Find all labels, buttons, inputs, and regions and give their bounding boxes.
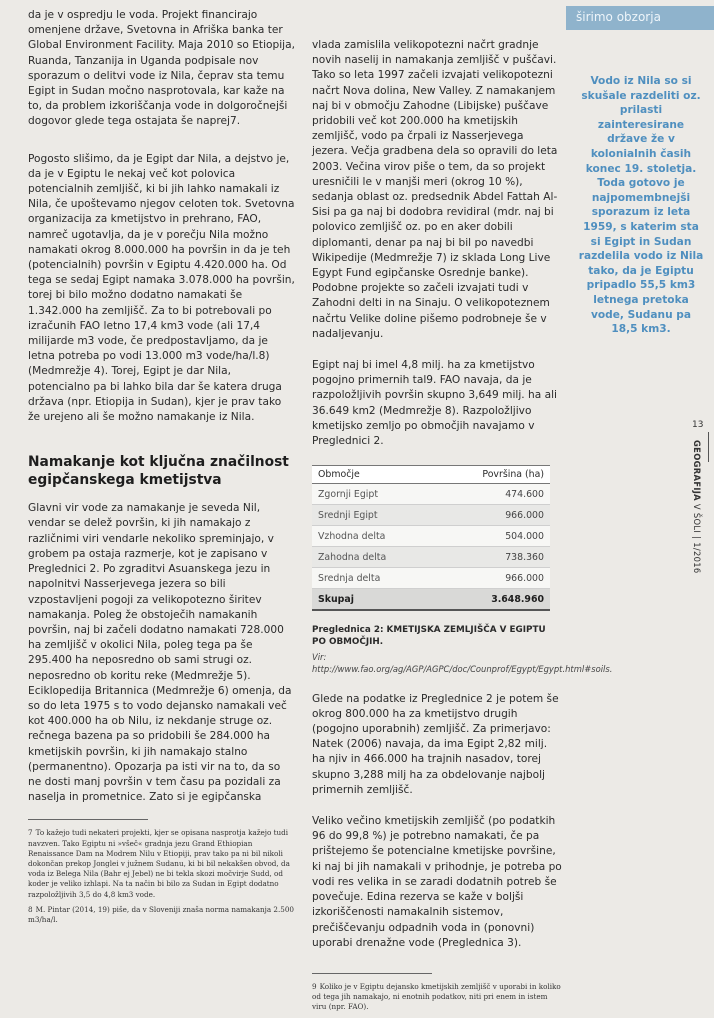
- footnote: 9 Koliko je v Egiptu dejansko kmetijskih zemljišč v uporabi in koliko od tega jih namakajo, ni enotnih podatkov, niti pri enem in istem viru (npr. FAO).: [312, 981, 561, 1012]
- table-cell-total-value: 3.648.960: [436, 589, 550, 611]
- table-cell-area: 966.000: [436, 568, 550, 589]
- running-head: [688, 440, 702, 680]
- section-heading: Namakanje kot ključna značilnost egipčanskega kmetijstva: [28, 454, 289, 489]
- table-row: [312, 547, 550, 568]
- table-header-region: Območje: [312, 466, 436, 484]
- table-cell-region: Srednji Egipt: [312, 505, 436, 526]
- table-caption: Preglednica 2: KMETIJSKA ZEMLJIŠČA V EGIPTU PO OBMOČJIH.: [312, 625, 546, 647]
- table-row: [312, 484, 550, 505]
- footnote: 7 To kažejo tudi nekateri projekti, kjer se opisana nasprotja kažejo tudi navzven. Tako Egiptu ni »všeč« gradnja jezu Grand Ethiopian Renaissance Dam na Modrem Nilu v Etiopiji, prav tako pa ni bil nikoli dokončan prekop Jonglei v južnem Sudanu, ki bi bil nekakšen obvod, da voda iz Belega Nila (Bahr ej Jebel) ne bi tekla skozi močvirje Sudd, od koder je veliko izhlapi. Na ta način bi bilo za Sudan in Egipt dodatno razpoložljivih 3,5 do 4,8 km3 vode.: [28, 828, 290, 899]
- body-paragraph: Veliko večino kmetijskih zemljišč (po podatkih 96 do 99,8 %) je potrebno namakati, če pa prištejemo še potencialne kmetijske površine, ki naj bi jih namakali v prihodnje, je potreba po vodi res velika in se zaradi dodatnih potreb še povečuje. Edina rezerva se kaže v boljši izkoriščenosti namakalnih sistemov, prečiščevanju odpadnih voda in (ponovni) uporabi drenažne vode (Preglednica 3).: [312, 815, 562, 949]
- body-paragraph: Glavni vir vode za namakanje je seveda Nil, vendar se delež površin, ki jih namakajo z različnimi viri vendarle nekoliko spreminjajo, v grobem pa ostaja razmerje, kot je zapisano v Preglednici 2. Po zgraditvi Asuanskega jezu in napolnitvi Nasserjevega jezera so bili vzpostavljeni pogoji za velikopotezno širitev namakanja. Poleg že obstoječih namakanih površin, naj bi začeli dodatno namakati 728.000 ha zemljišč v okolici Nila, poleg tega pa še 295.400 ha neposredno ob sami strugi oz. neposredno ob koritu reke (Medmrežje 5). Eciklopedija Britannica (Medmrežje 6) omenja, da so do leta 1975 s to vodo dejansko namakali več kot 400.000 ha ob Nilu, iz nekdanje struge oz. rečnega bazena pa so pridobili še 284.000 ha kmetijskih površin, ki jih namakajo stalno (permanentno). Opozarja pa isti vir na to, da so ne dosti manj površin v tem času pa pozidali za naselja in prometnice. Zato si je egipčanska: [28, 502, 292, 804]
- body-paragraph: Glede na podatke iz Preglednice 2 je potem še okrog 800.000 ha za kmetijstvo drugih (pogojno uporabnih) zemljišč. Za primerjavo: Natek (2006) navaja, da ima Egipt 2,82 milj. ha njiv in 466.000 ha trajnih nasadov, torej skupno 3,288 milj ha za obdelovanje najbolj primernih zemljišč.: [312, 692, 559, 796]
- page-number: 13: [692, 420, 704, 430]
- left-column: [28, 0, 296, 930]
- running-head-issue: V ŠOLI | 1/2016: [692, 500, 702, 574]
- section-tag: širimo obzorja: [566, 6, 714, 30]
- table-cell-region: Zgornji Egipt: [312, 484, 436, 505]
- table-cell-area: 504.000: [436, 526, 550, 547]
- table-cell-area: 738.360: [436, 547, 550, 568]
- middle-column: [312, 0, 613, 1018]
- soil-table: [312, 465, 550, 611]
- footnote-divider: [312, 973, 432, 974]
- table-cell-region: Zahodna delta: [312, 547, 436, 568]
- table-row: [312, 505, 550, 526]
- table-cell-region: Srednja delta: [312, 568, 436, 589]
- table-header-area: Površina (ha): [436, 466, 550, 484]
- table-cell-area: 474.600: [436, 484, 550, 505]
- body-paragraph: da je v ospredju le voda. Projekt financirajo omenjene države, Svetovna in Afriška banka ter Global Environment Facility. Maja 2010 so Etiopija, Ruanda, Tanzanija in Uganda podpisale nov sporazum o delitvi vode iz Nila, čeprav sta temu Egipt in Sudan močno nasprotovala, kar kaže na to, da problem izkoriščanja vode in dolgoročnejši dogovor glede tega ostajata še naprej7.: [28, 9, 295, 128]
- body-paragraph: vlada zamislila velikopotezni načrt gradnje novih naselij in namakanja zemljišč v puščavi. Tako so leta 1997 začeli izvajati velikopotezni načrt Nova dolina, New Valley. Z namakanjem naj bi v območju Zahodne (Libijske) puščave pridobili več kot 200.000 ha kmetijskih zemljišč, vodo pa črpali iz Nasserjevega jezera. Večja gradbena dela so opravili do leta 2003. Večina virov piše o tem, da so projekt uresničili le v manjši meri (okrog 10 %), sedanja oblast oz. predsednik Abdel Fattah Al-Sisi pa ga naj bi dodobra revidiral (mdr. naj bi polovico zemljišč oz. po en aker dobili diplomanti, denar pa naj bi bil po navedbi Wikipedije (Medmrežje 7) iz sklada Long Live Egypt Fund egipčanske Osrednje banke). Podobne projekte so začeli izvajati tudi v Zahodni delti in na Sinaju. O velikopoteznem načrtu Velike doline pišemo podrobneje še v nadaljevanju.: [312, 39, 558, 340]
- right-column: [566, 0, 714, 337]
- table-source: Vir: http://www.fao.org/ag/AGP/AGPC/doc/Counprof/Egypt/Egypt.html#soils.: [312, 652, 613, 675]
- table-cell-area: 966.000: [436, 505, 550, 526]
- table-header-row: [312, 466, 550, 484]
- table-row: [312, 526, 550, 547]
- footnotes-left: [28, 828, 296, 925]
- table-row: [312, 568, 550, 589]
- table-cell-region: Vzhodna delta: [312, 526, 436, 547]
- running-head-divider: [708, 432, 709, 462]
- body-paragraph: Pogosto slišimo, da je Egipt dar Nila, a dejstvo je, da je v Egiptu le nekaj več kot polovica potencialnih zemljišč, ki bi jih lahko namakali iz Nila, če upoštevamo njegov celoten tok. Svetovna organizacija za kmetijstvo in prehrano, FAO, namreč ugotavlja, da je v porečju Nila možno namakati okrog 8.000.000 ha površin in da je teh (potencialnih) površin v Egiptu 4.420.000 ha. Od tega se sedaj Egipt namaka 3.078.000 ha površin, torej bi bilo možno dodatno namakati še 1.342.000 ha zemljišč. Za to bi potrebovali po izračunih FAO letno 17,4 km3 vode (ali 17,4 milijarde m3 vode, če predpostavljamo, da je letna potreba po vodi 13.000 m3 vode/ha/l.8) (Medmrežje 4). Torej, Egipt je dar Nila, potencialno pa bi lahko bila dar še katera druga država (npr. Etiopija in Sudan), kjer je prav tako že urejeno ali še možno namakanje iz Nila.: [28, 152, 295, 424]
- table-cell-total-label: Skupaj: [312, 589, 436, 611]
- pull-quote: Vodo iz Nila so si skušale razdeliti oz. prilasti zainteresirane države že v kolonialnih časih konec 19. stoletja. Toda gotovo je najpomembnejši sporazum iz leta 1959, s katerim sta si Egipt in Sudan razdelila vodo iz Nila tako, da je Egiptu pripadlo 55,5 km3 letnega pretoka vode, Sudanu pa 18,5 km3.: [578, 75, 704, 336]
- body-paragraph: Egipt naj bi imel 4,8 milj. ha za kmetijstvo pogojno primernih tal9. FAO navaja, da je razpoložljivih površin skupno 3,649 milj. ha ali 36.649 km2 (Medmrežje 8). Razpoložljivo kmetijsko zemljo po območjih navajamo v Preglednici 2.: [312, 359, 557, 448]
- footnote: 8 M. Pintar (2014, 19) piše, da v Sloveniji znaša norma namakanja 2.500 m3/ha/l.: [28, 904, 294, 924]
- footnotes-middle: [312, 982, 562, 1013]
- table-total-row: [312, 589, 550, 611]
- footnote-divider: [28, 819, 148, 820]
- running-head-journal: GEOGRAFIJA: [692, 440, 702, 501]
